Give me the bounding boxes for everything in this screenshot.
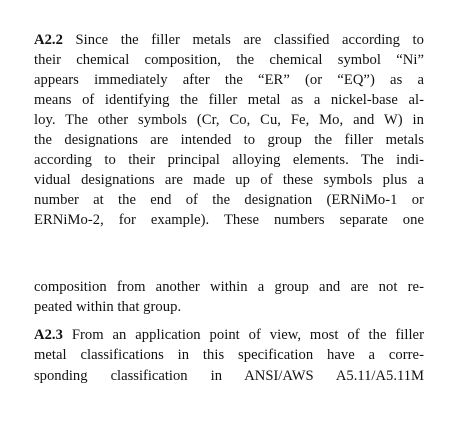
- paragraph-a2-2-line-10: ERNiMo-2, for example). These numbers separate one: [34, 212, 424, 228]
- paragraph-a2-2-continuation-line-1: composition from another within a group and are not re-: [34, 279, 424, 295]
- section-number-a2-3: A2.3: [34, 327, 63, 343]
- paragraph-a2-3-line-3-clipped: [34, 366, 424, 384]
- paragraph-a2-2-line-5: loy. The other symbols (Cr, Co, Cu, Fe, Mo, and W) in: [34, 112, 424, 128]
- paragraph-a2-3-line-3: sponding classification in ANSI/AWS A5.11/A5.11M: [34, 368, 424, 384]
- section-number-a2-2: A2.2: [34, 32, 63, 48]
- paragraph-a2-2-line-1: A2.2 Since the filler metals are classified according to: [34, 32, 424, 48]
- paragraph-a2-3-line-2: metal classifications in this specification have a corre-: [34, 347, 424, 363]
- paragraph-a2-2-line-2: their chemical composition, the chemical symbol “Ni”: [34, 52, 424, 68]
- paragraph-a2-3-line-1: A2.3 From an application point of view, most of the filler: [34, 327, 424, 343]
- paragraph-a2-2-line-7: according to their principal alloying elements. The indi-: [34, 152, 424, 168]
- paragraph-a2-2-line-8: vidual designations are made up of these symbols plus a: [34, 172, 424, 188]
- paragraph-a2-2-line-4: means of identifying the filler metal as a nickel-base al-: [34, 92, 424, 108]
- paragraph-a2-2-line-3: appears immediately after the “ER” (or “EQ”) as a: [34, 72, 424, 88]
- paragraph-a2-2-continuation-line-2: peated within that group.: [34, 299, 182, 315]
- paragraph-a2-2-line-9: number at the end of the designation (ERNiMo-1 or: [34, 192, 424, 208]
- paragraph-a2-2-line-6: the designations are intended to group the filler metals: [34, 132, 424, 148]
